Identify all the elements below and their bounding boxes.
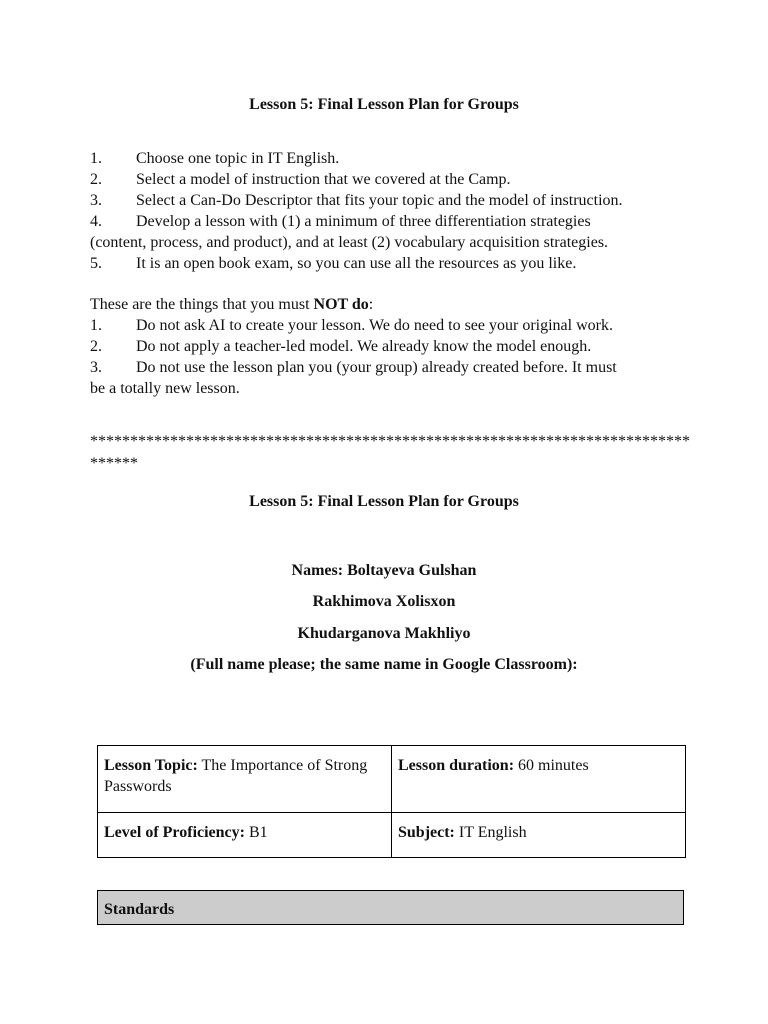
list-text: Develop a lesson with (1) a minimum of three differentiation strategies [136,213,591,230]
intro-text: These are the things that you must [90,296,314,313]
list-number: 3. [90,359,102,376]
subject-label: Subject: [398,824,455,841]
list-text: Do not apply a teacher-led model. We already know the model enough. [136,338,592,355]
separator-line: ********************************************************************************* [90,433,690,472]
intro-colon: : [368,296,374,313]
not-do-intro [90,294,680,315]
list-item [90,336,680,357]
list-text: Do not ask AI to create your lesson. We do need to see your original work. [136,317,613,334]
names-line-3: Khudarganova Makhliyo [297,625,471,642]
subject-value: IT English [454,824,527,841]
lesson-topic-value: The Importance of Strong Passwords [104,757,368,795]
list-number: 2. [90,171,102,188]
list-text: It is an open book exam, so you can use all the resources as you like. [136,255,577,272]
names-line-2: Rakhimova Xolisxon [312,593,456,610]
instructions-list [90,148,680,274]
list-number: 4. [90,213,102,230]
page-title: Lesson 5: Final Lesson Plan for Groups [249,96,519,113]
list-item [90,357,680,378]
lesson-topic-cell [98,746,392,813]
list-item [90,211,680,232]
list-number: 2. [90,338,102,355]
list-number: 1. [90,317,102,334]
lesson-duration-cell [392,746,686,813]
subject-cell [392,813,686,858]
not-do-section [90,294,680,399]
list-item-continuation: be a totally new lesson. [90,380,240,397]
names-line-1: Names: Boltayeva Gulshan [291,562,477,579]
form-title: Lesson 5: Final Lesson Plan for Groups [249,493,519,510]
proficiency-cell [98,813,392,858]
list-item [90,315,680,336]
list-item [90,253,680,274]
lesson-info-table [97,745,686,858]
list-number: 5. [90,255,102,272]
intro-emphasis: NOT do [313,296,369,313]
names-note: (Full name please; the same name in Google Classroom): [190,656,578,673]
table-row [98,813,686,858]
list-item-continuation: (content, process, and product), and at least (2) vocabulary acquisition strategies. [90,234,609,251]
proficiency-label: Level of Proficiency: [104,824,245,841]
standards-header: Standards [97,890,684,925]
list-item [90,148,680,169]
list-item [90,190,680,211]
lesson-duration-value: 60 minutes [514,757,589,774]
list-text: Select a Can-Do Descriptor that fits your topic and the model of instruction. [136,192,623,209]
list-text: Choose one topic in IT English. [136,150,340,167]
lesson-duration-label: Lesson duration: [398,757,515,774]
list-text: Do not use the lesson plan you (your group) already created before. It must [136,359,617,376]
lesson-topic-label: Lesson Topic: [104,757,198,774]
list-number: 1. [90,150,102,167]
table-row [98,746,686,813]
proficiency-value: B1 [244,824,268,841]
list-item [90,169,680,190]
list-number: 3. [90,192,102,209]
list-text: Select a model of instruction that we covered at the Camp. [136,171,511,188]
